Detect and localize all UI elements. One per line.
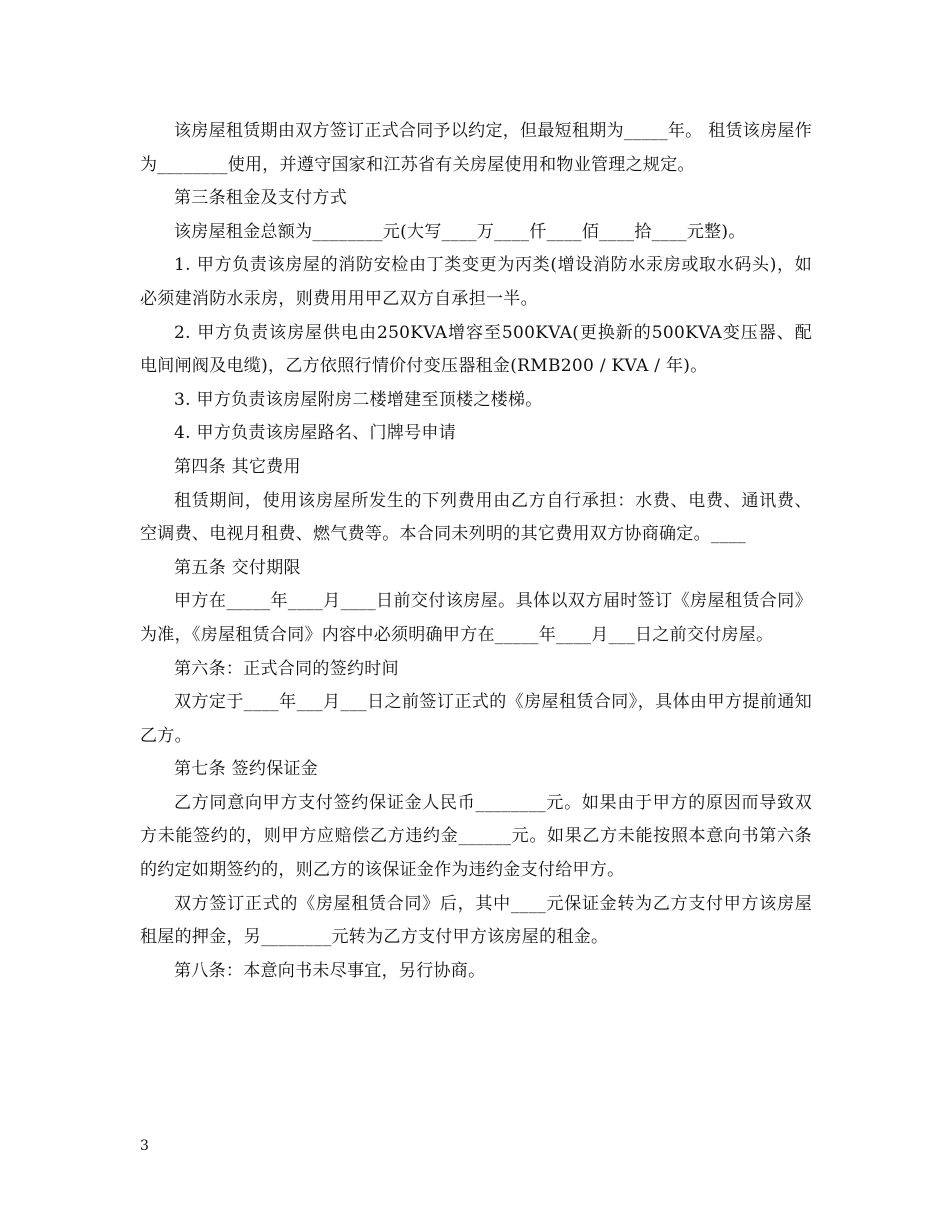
paragraph-signing-time: 双方定于____年___月___日之前签订正式的《房屋租赁合同》，具体由甲方提前通知乙方。 xyxy=(140,692,812,746)
paragraph-item-4: 4. 甲方负责该房屋路名、门牌号申请 xyxy=(174,423,457,444)
paragraph-rent-total: 该房屋租金总额为________元(大写____万____仟____佰____拾____元整)。 xyxy=(174,221,746,242)
heading-article-3: 第三条租金及支付方式 xyxy=(174,188,347,209)
heading-article-4: 第四条 其它费用 xyxy=(174,456,301,477)
page-number: 3 xyxy=(140,1138,149,1154)
paragraph-other-fees: 租赁期间，使用该房屋所发生的下列费用由乙方自行承担：水费、电费、通讯费、空调费、电视月租费、燃气费等。本合同未列明的其它费用双方协商确定。____ xyxy=(140,490,812,545)
paragraph-delivery: 甲方在_____年____月____日前交付该房屋。具体以双方届时签订《房屋租赁合同》为准，《房屋租赁合同》内容中必须明确甲方在_____年____月___日之前交付房屋。 xyxy=(140,591,812,645)
heading-article-6: 第六条：正式合同的签约时间 xyxy=(174,658,399,679)
heading-article-7: 第七条 签约保证金 xyxy=(174,759,319,780)
heading-article-8: 第八条：本意向书未尽事宜，另行协商。 xyxy=(174,960,486,981)
paragraph-deposit-conversion: 双方签订正式的《房屋租赁合同》后，其中____元保证金转为乙方支付甲方该房屋租屋的押金，另________元转为乙方支付甲方该房屋的租金。 xyxy=(140,893,812,948)
heading-article-5: 第五条 交付期限 xyxy=(174,557,301,578)
paragraph-item-3: 3. 甲方负责该房屋附房二楼增建至顶楼之楼梯。 xyxy=(174,389,543,410)
paragraph-item-1: 1. 甲方负责该房屋的消防安检由丁类变更为丙类(增设消防水汞房或取水码头)，如必须建消防水汞房，则费用用甲乙双方自承担一半。 xyxy=(140,255,812,309)
paragraph-lease-term: 该房屋租赁期由双方签订正式合同予以约定，但最短租期为_____年。 租赁该房屋作为________使用，并遵守国家和江苏省有关房屋使用和物业管理之规定。 xyxy=(140,121,812,175)
document-body xyxy=(140,115,812,988)
paragraph-item-2: 2. 甲方负责该房屋供电由250KVA增容至500KVA(更换新的500KVA变压器、配电间闸阀及电缆)，乙方依照行情价付变压器租金(RMB200 / KVA / 年)。 xyxy=(140,322,812,377)
paragraph-deposit: 乙方同意向甲方支付签约保证金人民币________元。如果由于甲方的原因而导致双方未能签约的，则甲方应赔偿乙方违约金______元。如果乙方未能按照本意向书第六条的约定如期签约的，则乙方的该保证金作为违约金支付给甲方。 xyxy=(140,792,812,881)
